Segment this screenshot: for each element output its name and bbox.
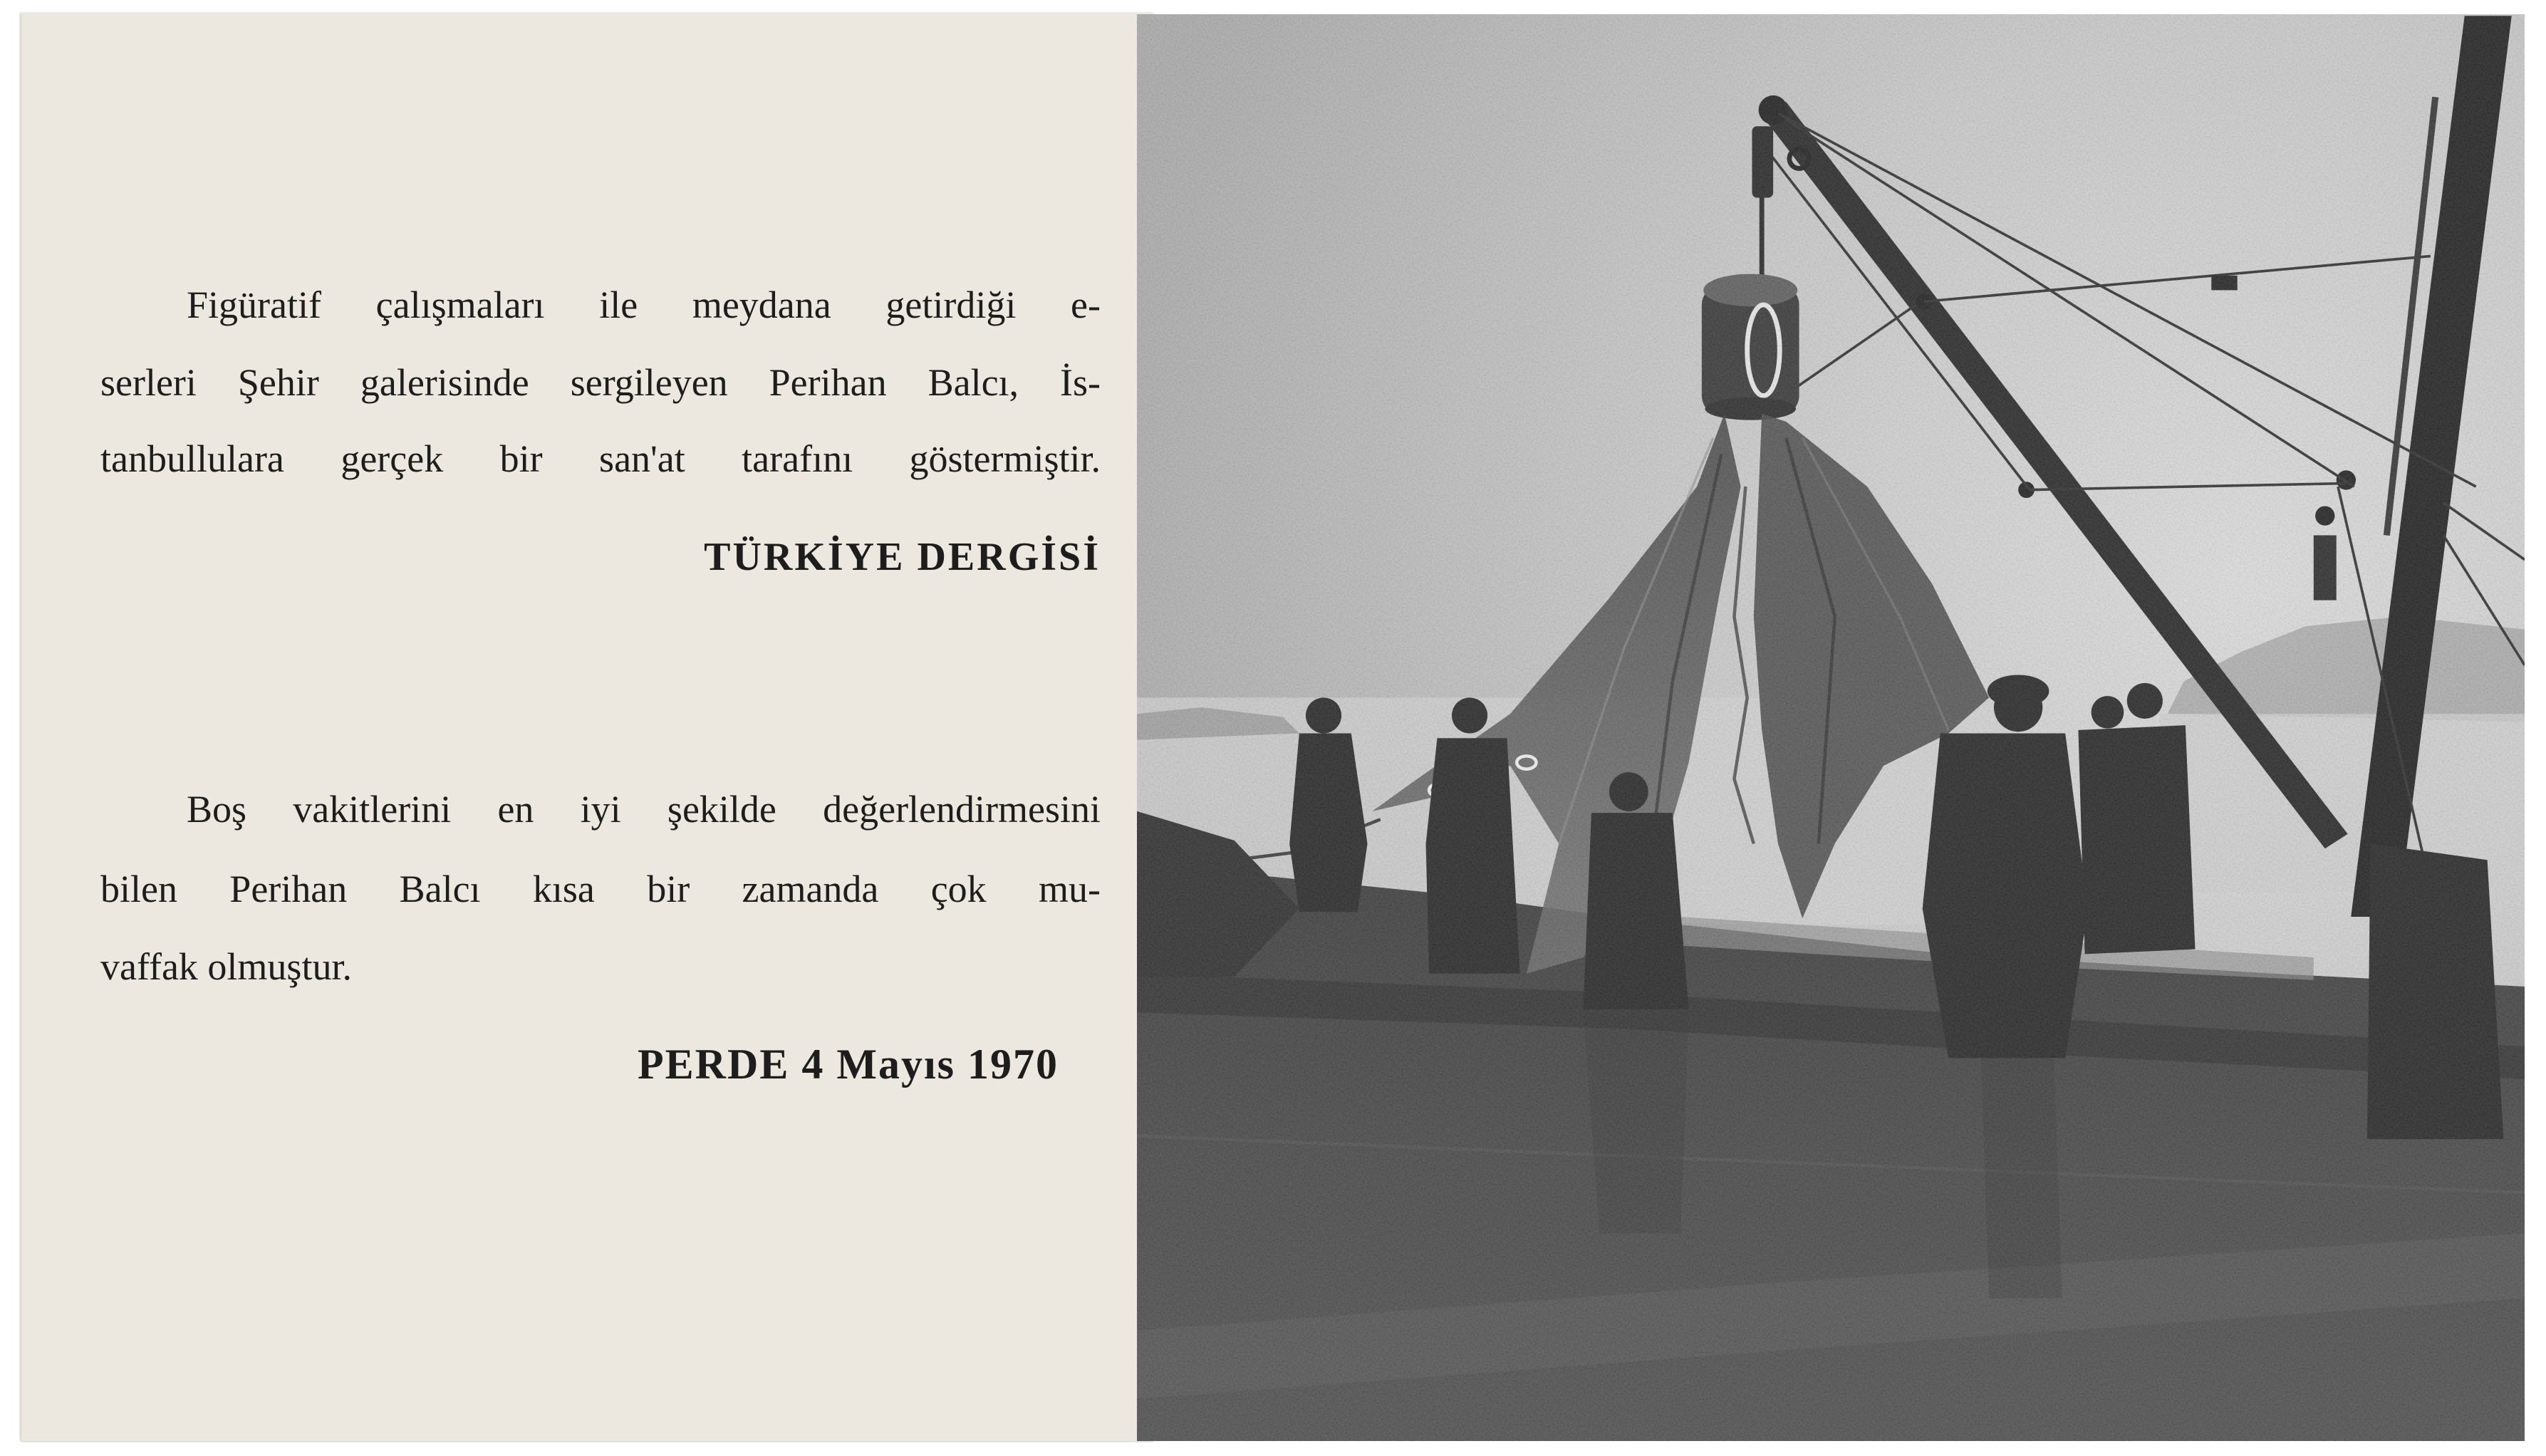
film-grain xyxy=(1137,14,2525,1441)
text-page xyxy=(21,13,1154,1441)
quote2-line-1: Boş vakitlerini en iyi şekilde değerlendirmesini xyxy=(187,788,1101,831)
photo-fishermen-nets xyxy=(1137,14,2525,1441)
quote1-line-1: Figüratif çalışmaları ile meydana getirdiği e- xyxy=(187,284,1101,326)
quote1-line-3: tanbullulara gerçek bir san'at tarafını göstermiştir. xyxy=(100,437,1101,480)
quote2-source: PERDE 4 Mayıs 1970 xyxy=(638,1041,1059,1088)
quote1-line-2: serleri Şehir galerisinde sergileyen Perihan Balcı, İs- xyxy=(100,361,1101,404)
quote1-source: TÜRKİYE DERGİSİ xyxy=(704,535,1101,579)
photo-image xyxy=(1137,14,2525,1441)
quote2-line-3: vaffak olmuştur. xyxy=(100,945,352,988)
quote2-line-2: bilen Perihan Balcı kısa bir zamanda çok mu- xyxy=(100,868,1101,910)
